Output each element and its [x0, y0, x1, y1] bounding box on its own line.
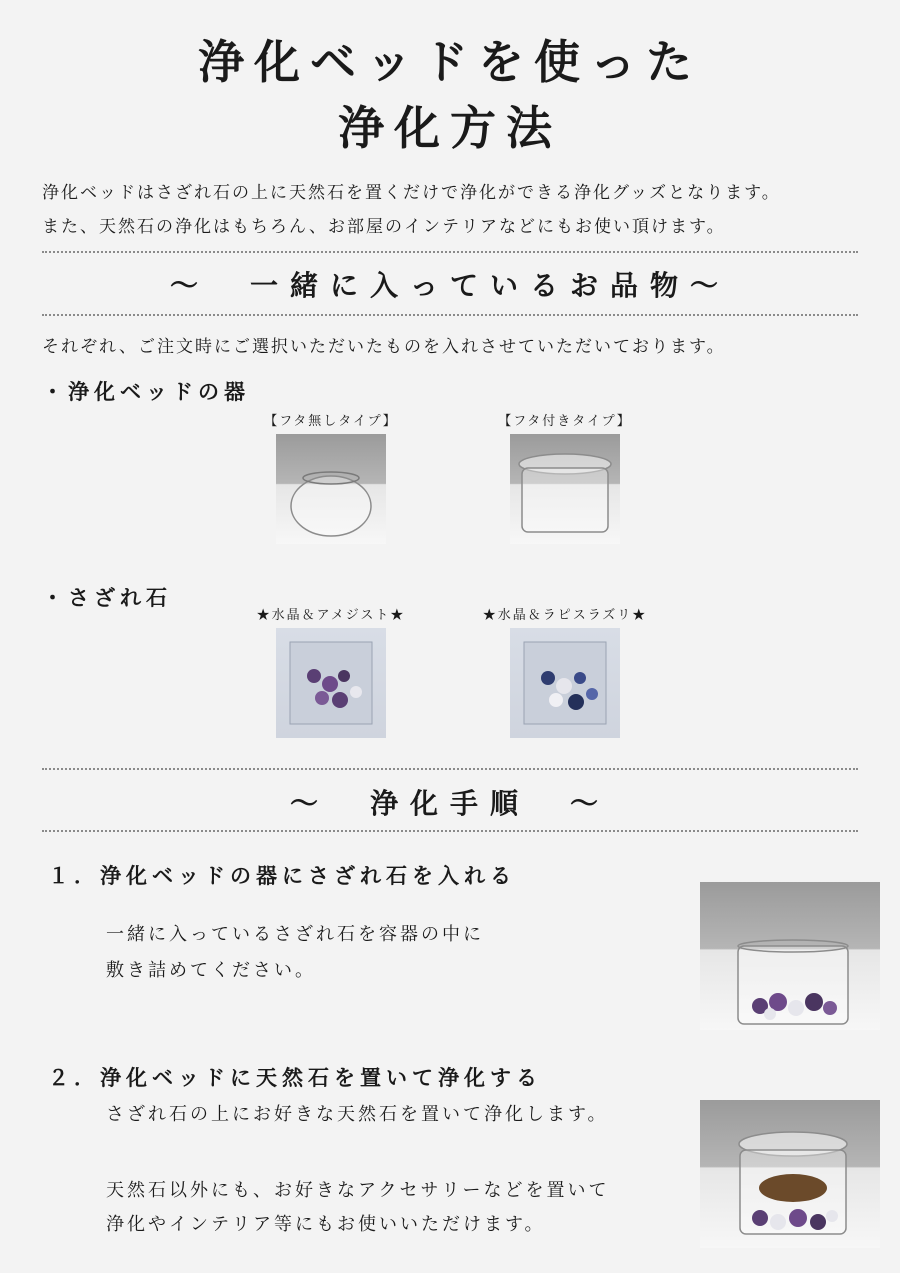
glass-jar-icon — [510, 434, 620, 544]
bed-section-label: ・浄化ベッドの器 — [42, 379, 250, 404]
step-2-photo — [700, 1100, 880, 1248]
bed-option-label: 【フタ付きタイプ】 — [498, 414, 632, 429]
step-2-title: ２．浄化ベッドに天然石を置いて浄化する — [48, 1065, 542, 1090]
divider — [42, 314, 858, 316]
bowl-with-lid-photo — [510, 434, 620, 544]
step-2-line1: さざれ石の上にお好きな天然石を置いて浄化します。 — [106, 1104, 609, 1125]
divider — [42, 830, 858, 832]
stone-option-label: ★水晶＆ラピスラズリ★ — [482, 608, 648, 623]
bowl-no-lid-photo — [276, 434, 386, 544]
step-1-line2: 敷き詰めてください。 — [106, 960, 316, 981]
intro-line2: また、天然石の浄化はもちろん、お部屋のインテリアなどにもお使い頂けます。 — [42, 217, 726, 237]
bed-option-label: 【フタ無しタイプ】 — [264, 414, 398, 429]
contents-heading: 〜 一緒に入っているお品物〜 — [169, 269, 730, 302]
step-1-photo — [700, 882, 880, 1030]
glass-bowl-icon — [276, 434, 386, 544]
page-title-line1: 浄化ベッドを使った — [198, 35, 702, 89]
divider — [42, 768, 858, 770]
stone-option-label: ★水晶＆アメジスト★ — [256, 608, 406, 623]
lapis-chips-icon — [510, 628, 620, 738]
divider — [42, 251, 858, 253]
intro-line1: 浄化ベッドはさざれ石の上に天然石を置くだけで浄化ができる浄化グッズとなります。 — [42, 183, 781, 203]
amethyst-chips-icon — [276, 628, 386, 738]
page-title-line2: 浄化方法 — [338, 101, 562, 155]
step-1-title: １．浄化ベッドの器にさざれ石を入れる — [48, 863, 516, 888]
jar-with-stone-icon — [700, 1100, 880, 1248]
step-1-line1: 一緒に入っているさざれ石を容器の中に — [106, 924, 484, 945]
stones-section-label: ・さざれ石 — [42, 585, 172, 610]
step-2-line3: 浄化やインテリア等にもお使いいただけます。 — [106, 1214, 546, 1235]
jar-with-chips-icon — [700, 882, 880, 1030]
contents-note: それぞれ、ご注文時にご選択いただいたものを入れさせていただいております。 — [42, 337, 726, 357]
amethyst-bag-photo — [276, 628, 386, 738]
procedure-heading: 〜 浄化手順 〜 — [289, 787, 610, 820]
step-2-line2: 天然石以外にも、お好きなアクセサリーなどを置いて — [106, 1180, 610, 1201]
lapis-bag-photo — [510, 628, 620, 738]
